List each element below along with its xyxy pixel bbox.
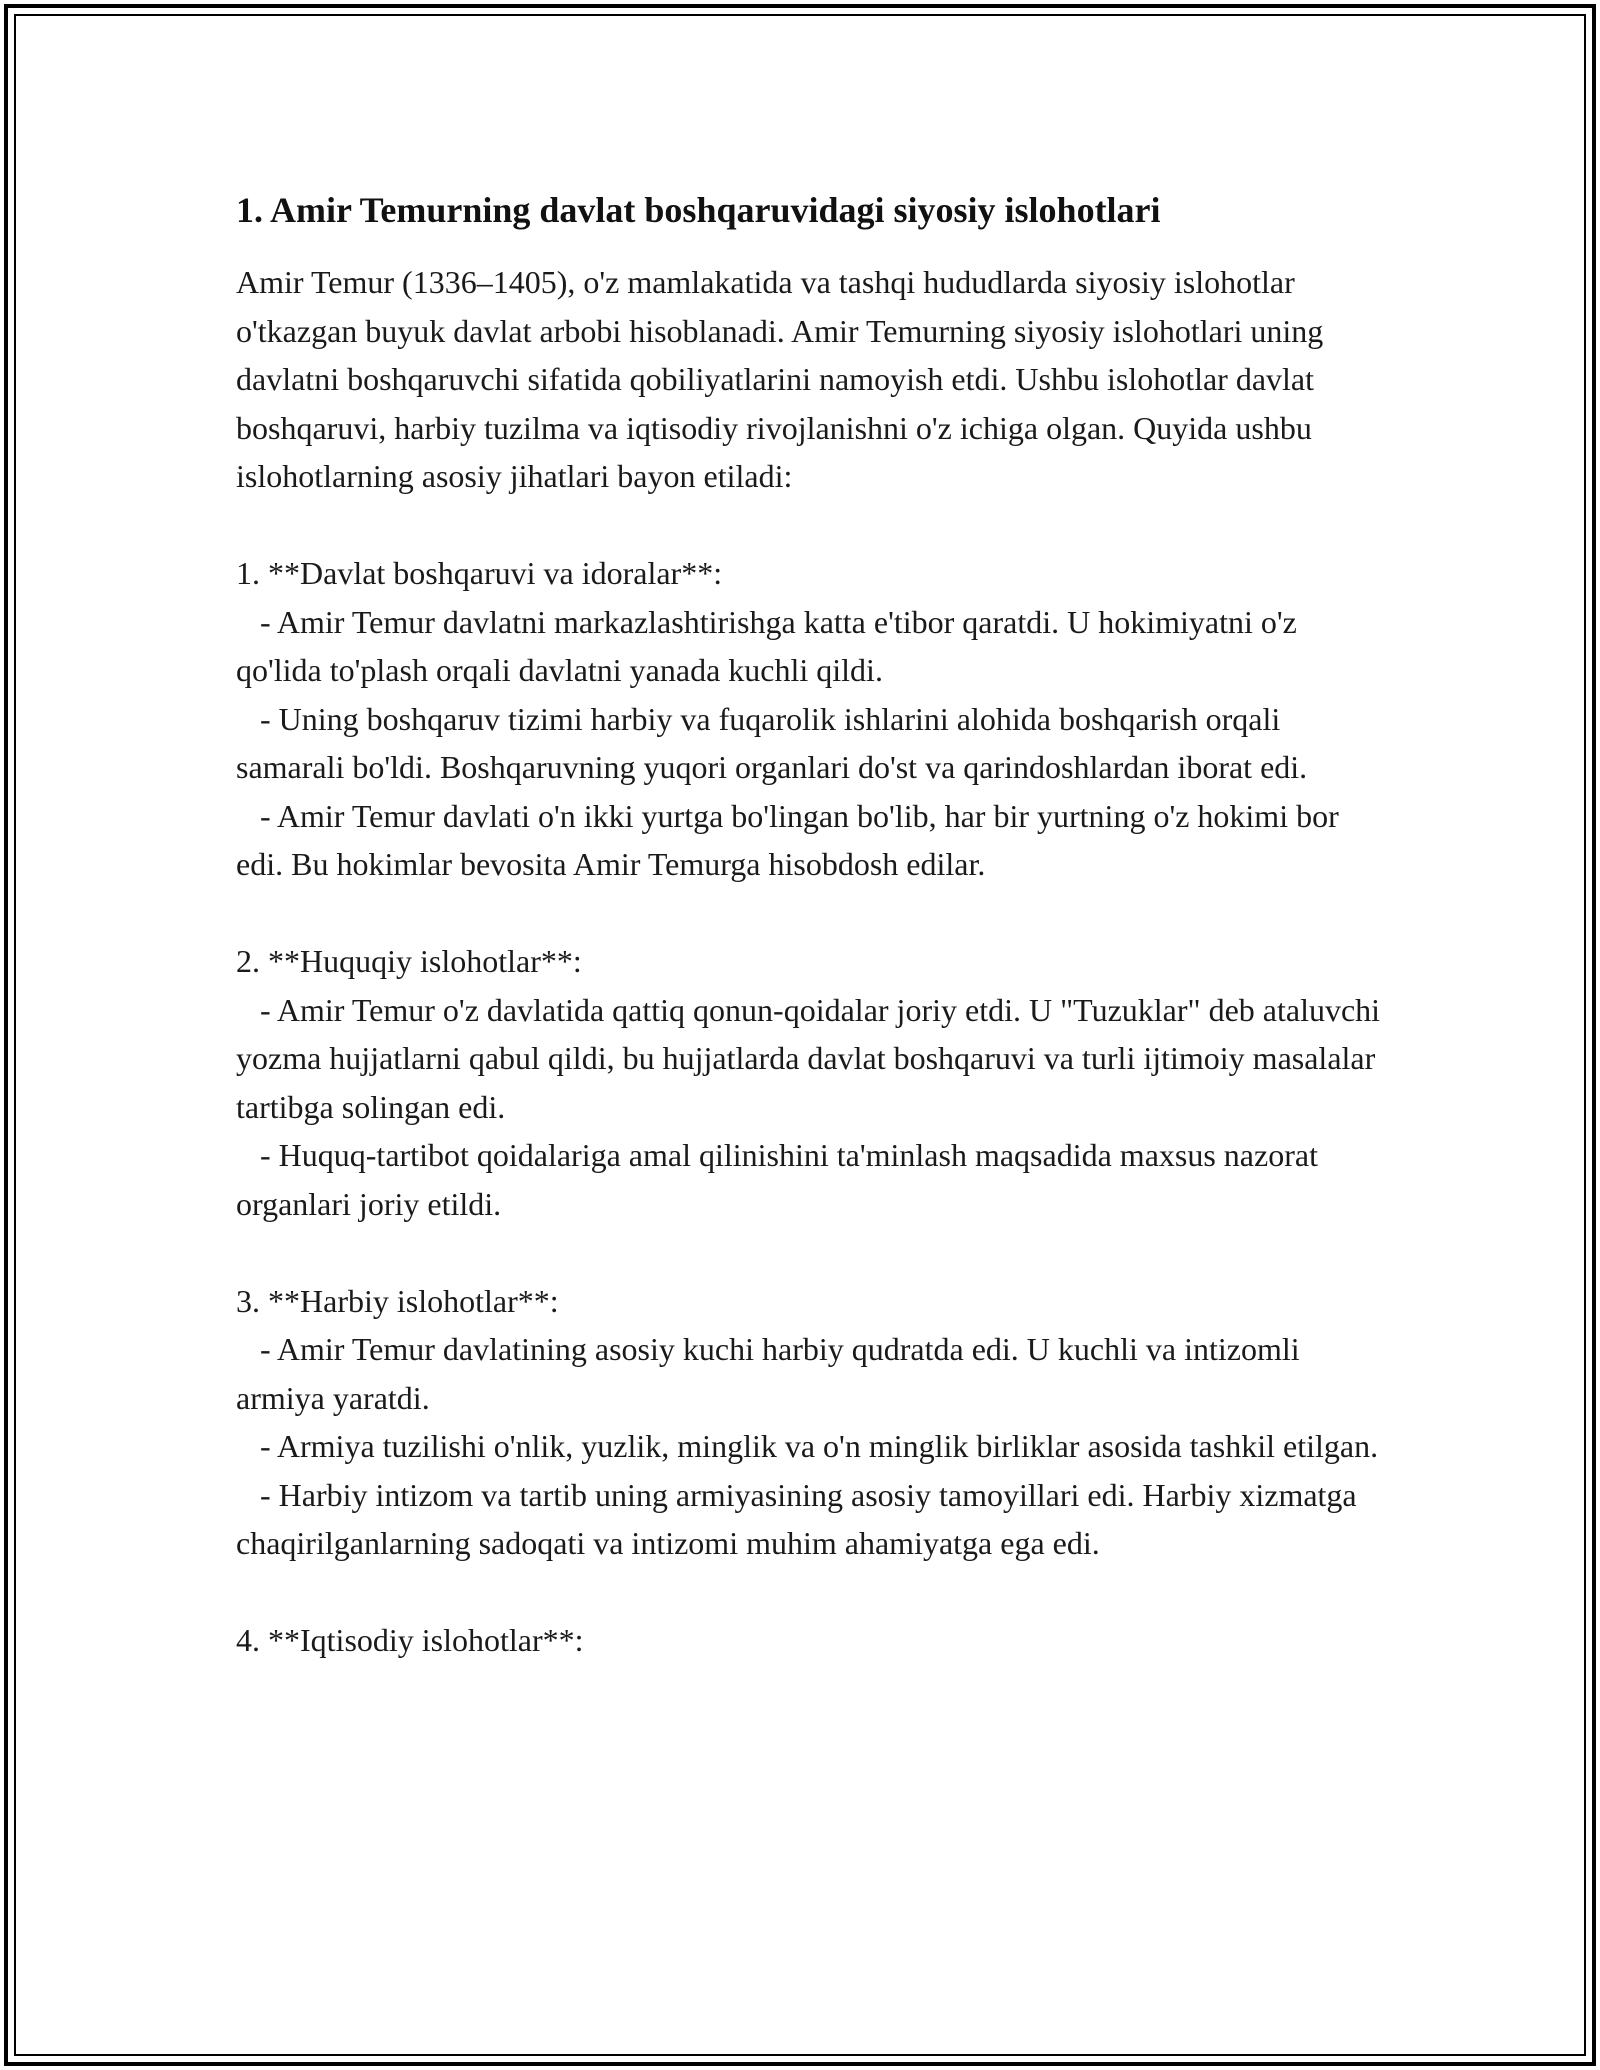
intro-paragraph: Amir Temur (1336–1405), o'z mamlakatida va tashqi hududlarda siyosiy islohotlar o'tkazgan buyuk davlat arbobi hisoblanadi. Amir Temurning siyosiy islohotlari uning davlatni boshqaruvchi sifatida qobiliyatlarini namoyish etdi. Ushbu islohotlar davlat boshqaruvi, harbiy tuzilma va iqtisodiy rivojlanishni o'z ichiga olgan. Quyida ushbu islohotlarning asosiy jihatlari bayon etiladi: — [236, 264, 1332, 494]
section-3 — [236, 1277, 1386, 1568]
section-2 — [236, 937, 1389, 1228]
section-1 — [236, 549, 1386, 889]
section-4 — [236, 1616, 1386, 1665]
section-item: - Uning boshqaruv tizimi harbiy va fuqarolik ishlarini alohida boshqarish orqali samarali bo'ldi. Boshqaruvning yuqori organlari do'st va qarindoshlardan iborat edi. — [236, 700, 1308, 785]
document-heading: 1. Amir Temurning davlat boshqaruvidagi siyosiy islohotlari — [236, 190, 1161, 230]
section-title: 3. **Harbiy islohotlar**: — [236, 1282, 559, 1319]
section-item: - Armiya tuzilishi o'nlik, yuzlik, minglik va o'n minglik birliklar asosida tashkil etilgan. — [236, 1428, 1379, 1464]
document-body — [236, 186, 1389, 1665]
section-title: 4. **Iqtisodiy islohotlar**: — [236, 1622, 584, 1658]
section-item: - Harbiy intizom va tartib uning armiyasining asosiy tamoyillari edi. Harbiy xizmatga chaqirilganlarning sadoqati va intizomi muhim ahamiyatga ega edi. — [236, 1476, 1365, 1561]
section-item: - Huquq-tartibot qoidalariga amal qilinishini ta'minlash maqsadida maxsus nazorat organlari joriy etildi. — [236, 1137, 1326, 1222]
section-item: - Amir Temur davlati o'n ikki yurtga bo'lingan bo'lib, har bir yurtning o'z hokimi bor edi. Bu hokimlar bevosita Amir Temurga hisobdosh edilar. — [236, 797, 1347, 882]
section-title: 2. **Huquqiy islohotlar**: — [236, 943, 582, 979]
section-item: - Amir Temur davlatining asosiy kuchi harbiy qudratda edi. U kuchli va intizomli armiya yaratdi. — [236, 1331, 1308, 1416]
section-item: - Amir Temur o'z davlatida qattiq qonun-qoidalar joriy etdi. U "Tuzuklar" deb ataluvchi yozma hujjatlarni qabul qildi, bu hujjatlarda davlat boshqaruvi va turli ijtimoiy masalalar tartibga solingan edi. — [236, 991, 1389, 1125]
section-title: 1. **Davlat boshqaruvi va idoralar**: — [236, 555, 723, 591]
section-item: - Amir Temur davlatni markazlashtirishga katta e'tibor qaratdi. U hokimiyatni o'z qo'lida to'plash orqali davlatni yanada kuchli qildi. — [236, 603, 1305, 688]
